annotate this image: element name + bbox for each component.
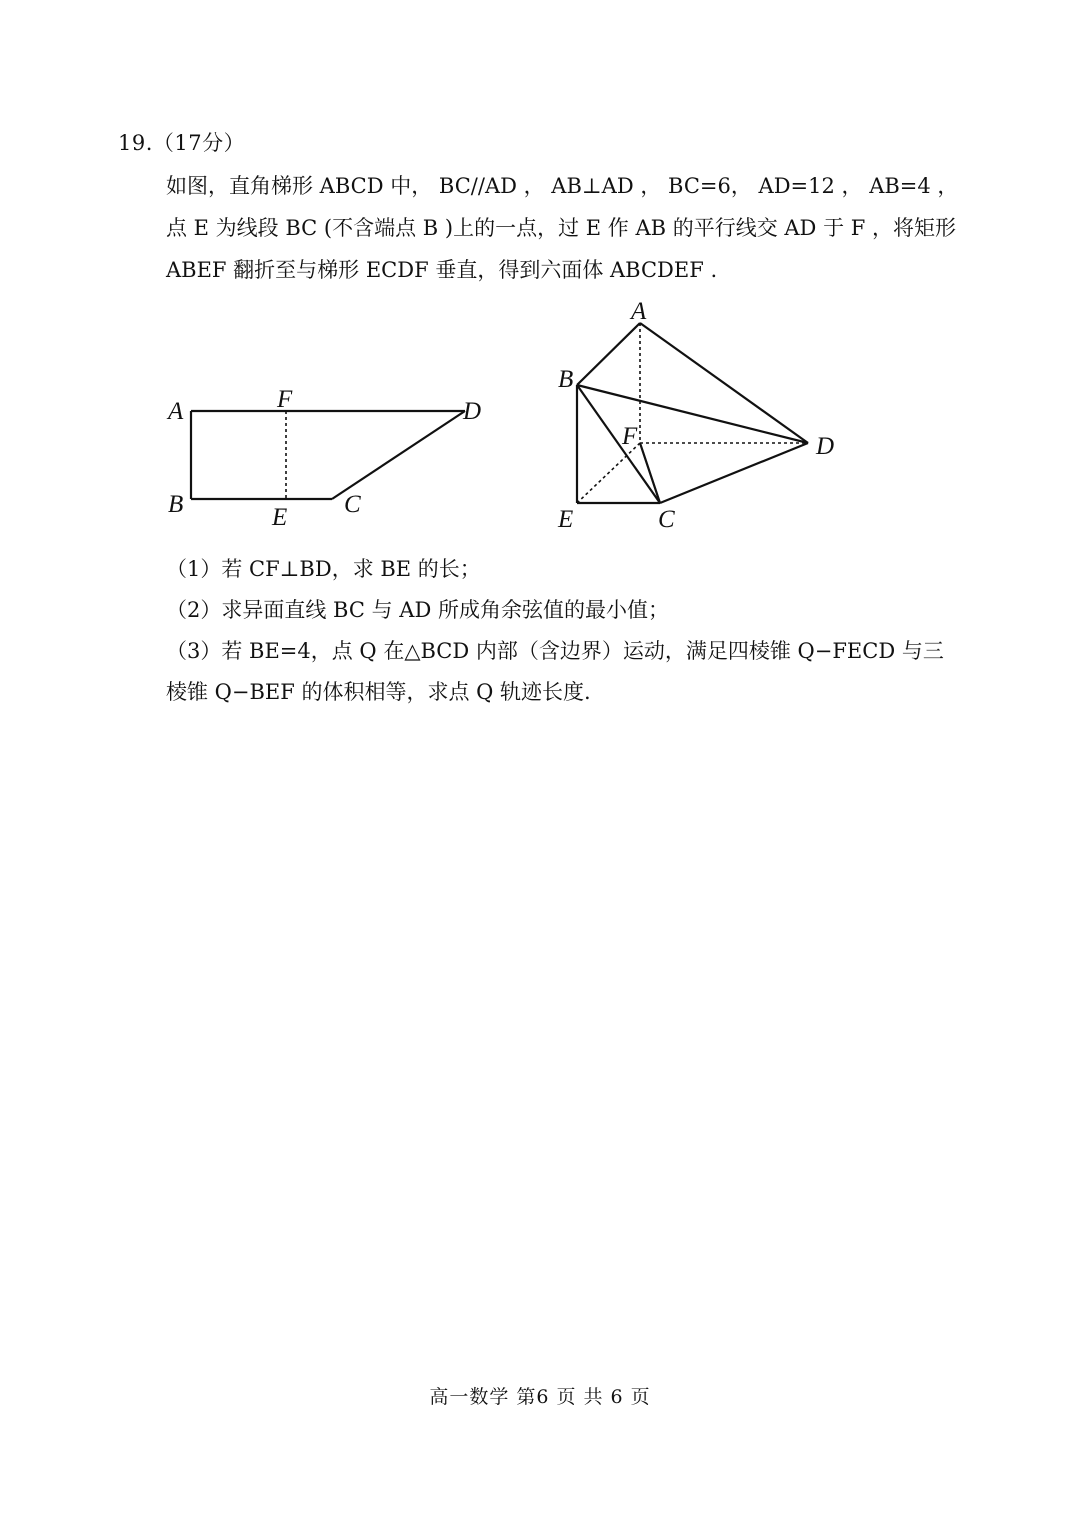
label-A: A — [168, 398, 184, 425]
part-3-continuation: 棱锥 Q−BEF 的体积相等，求点 Q 轨迹长度. — [166, 680, 591, 704]
question-parts — [166, 549, 976, 713]
edge-CD — [332, 411, 465, 499]
label-F: F — [277, 386, 293, 413]
solid-hexahedron-figure — [550, 290, 860, 540]
stem-line-2: 点 E 为线段 BC (不含端点 B )上的一点，过 E 作 AB 的平行线交 AD 于 F ，将矩形 — [166, 216, 956, 240]
label-C: C — [344, 491, 361, 518]
label-A: A — [631, 298, 647, 325]
question-number-points: 19.（17分） — [118, 131, 246, 155]
label-B: B — [558, 366, 574, 393]
edge-AB — [577, 323, 640, 385]
page-footer: 高一数学 第6 页 共 6 页 — [429, 1386, 651, 1408]
label-B: B — [168, 491, 184, 518]
label-C: C — [658, 506, 675, 533]
part-2: （2）求异面直线 BC 与 AD 所成角余弦值的最小值； — [166, 598, 669, 622]
part-3: （3）若 BE=4，点 Q 在△BCD 内部（含边界）运动，满足四棱锥 Q−FECD 与三 — [166, 639, 944, 663]
label-D: D — [463, 398, 482, 425]
edge-AD — [640, 323, 808, 443]
label-E: E — [558, 506, 574, 533]
edge-CD — [660, 443, 808, 503]
label-F: F — [622, 423, 638, 450]
part-1: （1）若 CF⊥BD，求 BE 的长； — [166, 557, 481, 581]
edge-CF — [640, 443, 660, 503]
label-E: E — [272, 504, 288, 531]
planar-trapezoid-figure — [160, 380, 500, 540]
edge-EF-dashed — [577, 443, 640, 503]
label-D: D — [816, 433, 835, 460]
stem-line-1: 如图，直角梯形 ABCD 中， BC//AD ， AB⊥AD ， BC=6， AD=12 ， AB=4 ， — [166, 174, 959, 198]
question-stem — [166, 165, 966, 291]
stem-line-3: ABEF 翻折至与梯形 ECDF 垂直，得到六面体 ABCDEF . — [166, 258, 718, 282]
